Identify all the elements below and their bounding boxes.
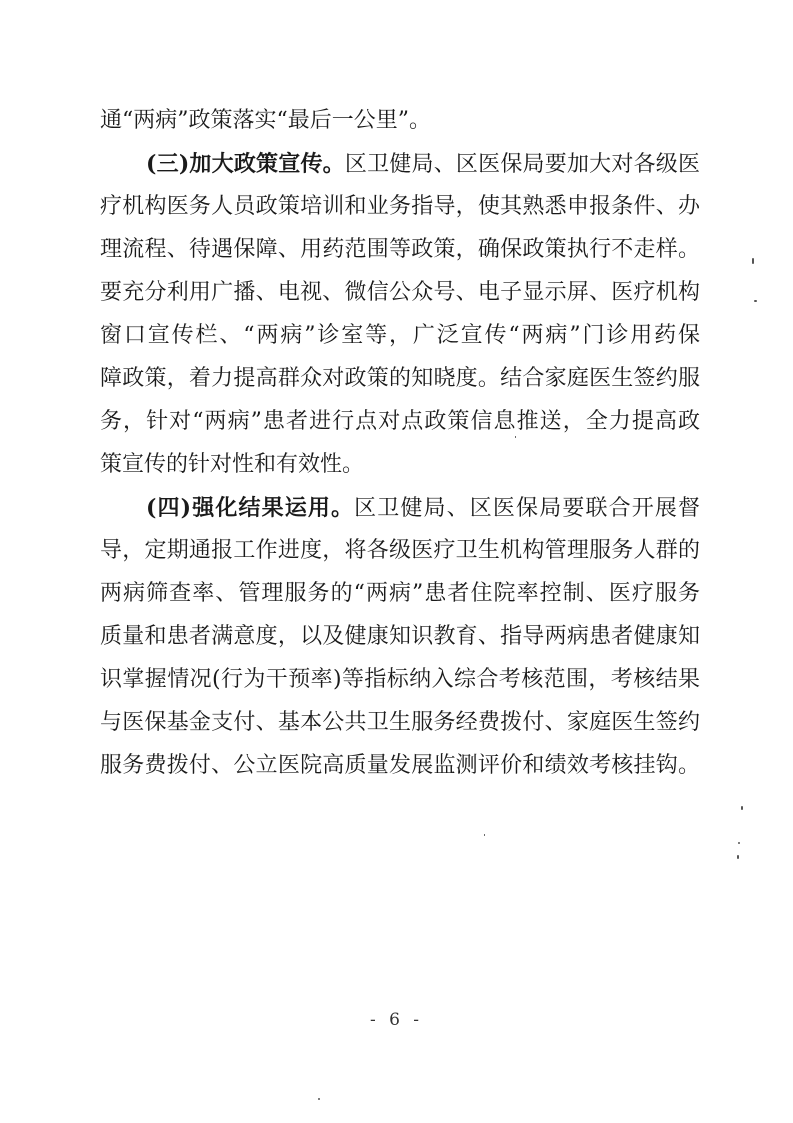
scan-speck xyxy=(738,842,740,844)
section-heading-3: (三)加大政策宣传。 xyxy=(146,151,345,177)
paragraph-line xyxy=(100,450,700,480)
paragraph-line xyxy=(100,536,700,566)
paragraph-line xyxy=(100,106,700,136)
page-number: - 6 - xyxy=(369,1010,424,1030)
paragraph-line xyxy=(100,235,700,265)
line-text: 要充分利用广播、电视、微信公众号、电子显示屏、医疗机构 xyxy=(100,280,700,305)
scan-speck xyxy=(737,855,739,859)
line-text: 务，针对“两病”患者进行点对点政策信息推送，全力提高政 xyxy=(100,409,700,434)
paragraph-line xyxy=(100,708,700,738)
line-text: 导，定期通报工作进度，将各级医疗卫生机构管理服务人群的 xyxy=(100,538,700,563)
line-text: 疗机构医务人员政策培训和业务指导，使其熟悉申报条件、办 xyxy=(100,194,700,219)
paragraph-line xyxy=(100,579,700,609)
line-text: 质量和患者满意度，以及健康知识教育、指导两病患者健康知 xyxy=(100,624,700,649)
scan-speck xyxy=(741,806,743,810)
scan-speck xyxy=(752,258,754,264)
scan-speck xyxy=(754,300,757,302)
scan-speck xyxy=(515,436,516,438)
paragraph-line xyxy=(100,278,700,308)
scan-speck xyxy=(484,834,485,836)
scan-speck xyxy=(318,1098,320,1100)
line-text: 与医保基金支付、基本公共卫生服务经费拨付、家庭医生签约 xyxy=(100,710,700,735)
paragraph-line xyxy=(100,364,700,394)
paragraph-line xyxy=(100,622,700,652)
paragraph-line xyxy=(100,751,700,781)
line-text: 通“两病”政策落实“最后一公里”。 xyxy=(100,108,431,133)
line-text: 服务费拨付、公立医院高质量发展监测评价和绩效考核挂钩。 xyxy=(100,753,700,778)
line-text: 窗口宣传栏、“两病”诊室等，广泛宣传“两病”门诊用药保 xyxy=(100,323,700,348)
line-text: 识掌握情况(行为干预率)等指标纳入综合考核范围，考核结果 xyxy=(100,667,700,692)
paragraph-line xyxy=(100,321,700,351)
paragraph-line xyxy=(100,407,700,437)
line-text: 两病筛查率、管理服务的“两病”患者住院率控制、医疗服务 xyxy=(100,581,700,606)
paragraph-line xyxy=(146,493,700,524)
paragraph-line xyxy=(100,192,700,222)
line-text: 理流程、待遇保障、用药范围等政策，确保政策执行不走样。 xyxy=(100,237,700,262)
line-text: 策宣传的针对性和有效性。 xyxy=(100,452,365,477)
line-text: 区卫健局、区医保局要联合开展督 xyxy=(354,496,700,521)
line-text: 区卫健局、区医保局要加大对各级医 xyxy=(344,152,700,177)
line-text: 障政策，着力提高群众对政策的知晓度。结合家庭医生签约服 xyxy=(100,366,700,391)
paragraph-line xyxy=(146,149,700,180)
section-heading-4: (四)强化结果运用。 xyxy=(146,495,355,521)
paragraph-line xyxy=(100,665,700,695)
